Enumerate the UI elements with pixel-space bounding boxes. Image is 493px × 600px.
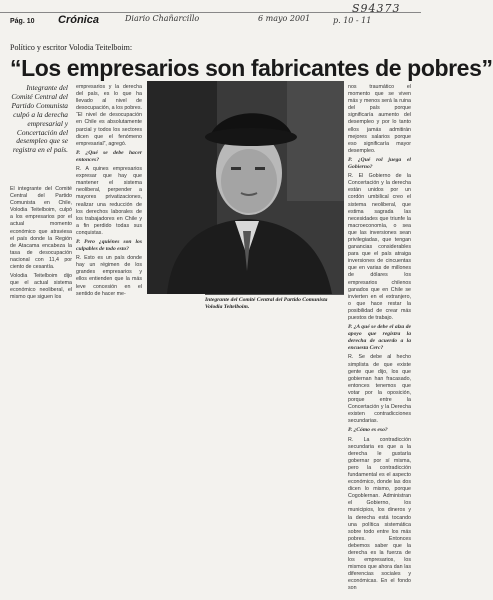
question: P. ¿A qué se debe el alza de apoyo que registra la derecha de acuerdo a la encuesta Cerc? <box>348 324 411 352</box>
article-title: “Los empresarios son fabricantes de pobres” <box>10 55 493 81</box>
question: P. ¿Cómo es eso? <box>348 427 388 434</box>
portrait-illustration <box>147 81 344 294</box>
answer: R. Se debe al hecho simplista de que existe gente que dijo, los que gobiernan han fracasado, entonces tenemos que votar por la oposición, porque entre la Concertación y la Derecha existen contradicciones secundarias. <box>348 354 411 425</box>
handwritten-date: 6 mayo 2001 <box>258 14 311 23</box>
question: P. ¿Qué rol juega el Gobierno? <box>348 156 411 171</box>
column-1 <box>10 186 72 304</box>
paragraph: empresarios y la derecha del país, es lo que ha llevado al nivel de desocupación, a los pobres. “El nivel de desocupación en Chile es absolutamente parcial y todos los sectores dicen que el fenómeno empresarial”, agregó. <box>76 84 142 147</box>
column-3 <box>348 84 411 595</box>
handwritten-pages: p. 10 - 11 <box>333 16 372 25</box>
column-2 <box>76 84 142 300</box>
section-name: Crónica <box>58 14 99 26</box>
paragraph: El integrante del Comité Central del Partido Comunista en Chile, Volodia Teitelboim, culpó a los empresarios por el actual momento económico que atraviesa el país donde la Región de Atacama encabeza la tasa de desocupación nacional con 11,4 por ciento de cesantía. <box>10 186 72 271</box>
question: P. ¿Qué se debe hacer entonces? <box>76 149 142 163</box>
photo-caption: Integrante del Comité Central del Partido Comunista Volodia Teitelboim. <box>205 297 328 310</box>
answer: R. A quines empresarios expresar que hay que mantener el sistema neoliberal, perpender a mayores privatizaciones, realizar una reducción de los derechos laborales de los trabajadores en Chile y a fin perdido todas sus conquistas. <box>76 166 142 236</box>
page-number: Pág. 10 <box>10 18 35 25</box>
answer: R. La contradicción secundaria es que a la derecha le gustaría gobernar por sí misma, pero la contradicción fundamental es el aspecto económico, donde las dos dicen lo mismo, porque Cogoblernan. Administran el Gobierno, los municipios, los dineros y la derecha está tocando una política sistemática sobre todo entre los más pobres. Entonces debemos saber que la derecha es la fuerza de los empresarios, los mismos que ahora dan las diferencias sociales y económicas. En el fondo son <box>348 436 411 592</box>
handwritten-source: Diario Chañarcillo <box>125 14 200 23</box>
answer: R. El Gobierno de la Concertación y la derecha están unidos por un cordón umbilical creo el sistema neoliberal, que estima sagrada las necesidades que triunfe la macroeconomía, o sea que las inversiones sean privilegiadas, que tengan ganancias considerables para que el país atraiga inversiones de cincuentas que en varias de millones de dólares los empresarios chilenos ganados que en Chile se invierten en el extranjero, o que hace restar la posibilidad de crear más puestos de trabajo. <box>348 173 411 321</box>
article-kicker: Político y escritor Volodia Teitelboim: <box>10 43 133 52</box>
paragraph: Volodia Teitelboim dijo que el actual sistema económico neoliberal, el mismo que siguen los <box>10 273 72 301</box>
handwritten-archive-id: S94373 <box>352 2 401 15</box>
question: P. Pero ¿quiénes son los culpables de todo esto? <box>76 238 142 253</box>
portrait-photo <box>147 81 344 294</box>
answer: R. Esto es un país donde hay un régimen de los grandes empresarios y ellos entienden que la más leve concesión en el sentido de hacer me- <box>76 255 142 297</box>
pull-quote: Integrante del Comité Central del Partido Comunista culpó a la derecha empresarial y Concertación del desempleo que se registra en el país. <box>11 83 68 155</box>
caption-rule <box>205 294 344 295</box>
paragraph: nos traumático el momento que se viven más y menos será la ruina del país porque significaría aumento del desempleo y por lo tanto ellos jamás admitirán mejores salarios porque eso significaría mayor desempleo. <box>348 84 411 154</box>
